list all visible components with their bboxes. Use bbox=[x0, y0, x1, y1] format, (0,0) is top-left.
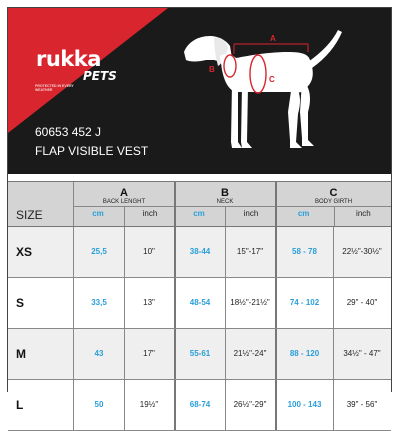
table-row bbox=[8, 227, 391, 278]
brand-tagline: PROTECTED IN EVERY WEATHER bbox=[35, 84, 74, 92]
back-length-cm-cell: 43 bbox=[94, 349, 104, 358]
body-girth-inch-cell: 22½"-30½" bbox=[342, 247, 382, 256]
group-a-cm-unit: cm bbox=[92, 209, 104, 218]
brand-logo-sub: PETS bbox=[83, 69, 117, 83]
back-length-inch-cell: 13" bbox=[143, 298, 155, 307]
neck-cm-cell: 68-74 bbox=[189, 400, 211, 409]
group-b-letter: B bbox=[221, 187, 229, 199]
neck-cm-cell: 48-54 bbox=[189, 298, 211, 307]
neck-inch-cell: 21½"-24" bbox=[233, 349, 267, 358]
group-a-header bbox=[74, 182, 174, 226]
group-c-letter: C bbox=[329, 187, 338, 199]
neck-cm-cell: 55-61 bbox=[189, 349, 211, 358]
back-length-inch-cell: 10" bbox=[143, 247, 155, 256]
neck-inch-cell: 15"-17" bbox=[236, 247, 264, 256]
measurement-b-label: B bbox=[209, 65, 215, 74]
group-c-inch-unit: inch bbox=[356, 209, 371, 218]
size-cell: L bbox=[16, 398, 24, 412]
body-girth-cm-cell: 74 - 102 bbox=[289, 298, 320, 307]
table-body bbox=[8, 227, 391, 431]
group-a-letter: A bbox=[120, 187, 128, 199]
group-c-header bbox=[276, 182, 391, 226]
size-cell: S bbox=[16, 296, 25, 310]
body-girth-inch-cell: 29" - 40" bbox=[346, 298, 378, 307]
size-cell: XS bbox=[16, 245, 33, 259]
group-b-name: NECK bbox=[216, 199, 234, 205]
group-c-cm-unit: cm bbox=[297, 209, 310, 218]
back-length-inch-cell: 19½" bbox=[139, 400, 159, 409]
body-girth-cm-cell: 58 - 78 bbox=[292, 247, 317, 256]
neck-cm-cell: 38-44 bbox=[189, 247, 211, 256]
body-girth-inch-cell: 39" - 56" bbox=[346, 400, 378, 409]
back-length-cm-cell: 25,5 bbox=[91, 247, 107, 256]
group-a-name: BACK LENGHT bbox=[102, 199, 146, 205]
size-cell: M bbox=[16, 347, 26, 361]
group-a-inch-unit: inch bbox=[142, 209, 158, 218]
product-code: 60653 452 J bbox=[35, 125, 102, 139]
back-length-cm-cell: 33,5 bbox=[91, 298, 107, 307]
table-header bbox=[8, 181, 391, 227]
group-b-header bbox=[175, 182, 275, 226]
body-girth-inch-cell: 34½" - 47" bbox=[343, 349, 381, 358]
group-c-name: BODY GIRTH bbox=[314, 199, 353, 205]
size-column-header: SIZE bbox=[16, 208, 43, 222]
table-row bbox=[8, 329, 391, 380]
measurement-a-label: A bbox=[270, 34, 276, 43]
neck-inch-cell: 18½"-21½" bbox=[230, 298, 270, 307]
header-banner bbox=[8, 8, 391, 174]
product-name: FLAP VISIBLE VEST bbox=[35, 144, 149, 158]
measurement-c-label: C bbox=[269, 75, 275, 84]
size-chart-frame bbox=[7, 7, 392, 412]
body-girth-cm-cell: 88 - 120 bbox=[289, 349, 320, 358]
body-girth-cm-cell: 100 - 143 bbox=[287, 400, 322, 409]
group-b-inch-unit: inch bbox=[243, 209, 259, 218]
back-length-inch-cell: 17" bbox=[143, 349, 155, 358]
neck-inch-cell: 26½"-29" bbox=[233, 400, 267, 409]
brand-logo: rukka bbox=[36, 47, 101, 71]
table-row bbox=[8, 380, 391, 431]
size-table bbox=[8, 181, 391, 431]
dog-measurement-diagram bbox=[176, 22, 356, 172]
back-length-cm-cell: 50 bbox=[94, 400, 104, 409]
group-b-cm-unit: cm bbox=[193, 209, 205, 218]
table-row bbox=[8, 278, 391, 329]
